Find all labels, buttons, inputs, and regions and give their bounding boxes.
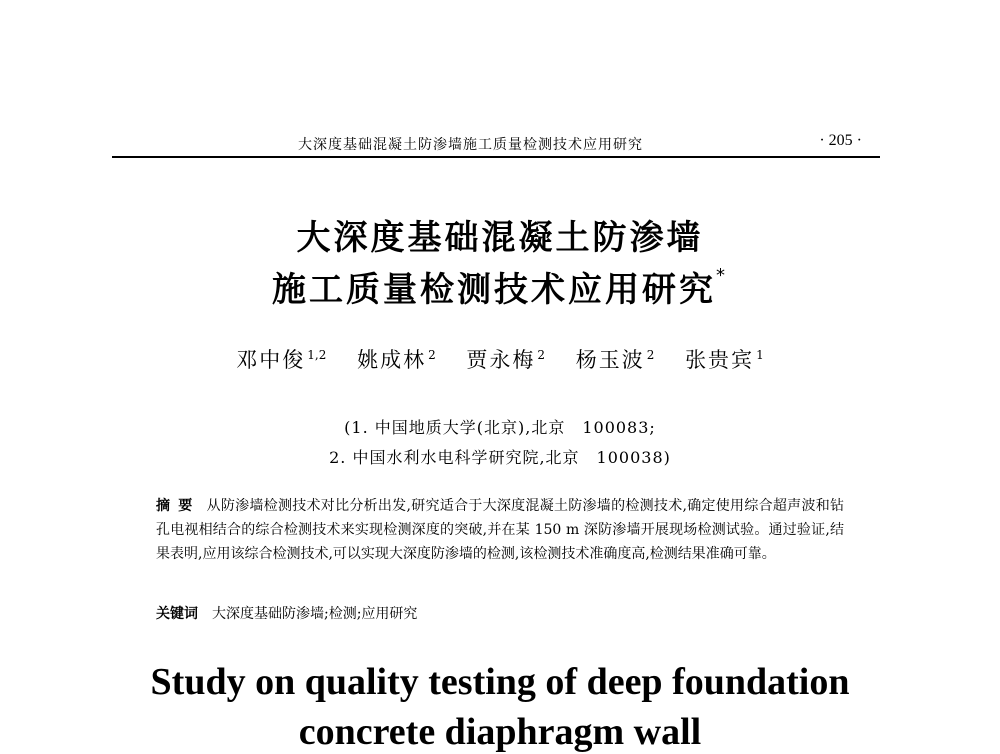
title-cn-line2-text: 施工质量检测技术应用研究 — [272, 270, 716, 310]
author — [685, 344, 764, 374]
keywords — [156, 602, 844, 626]
keywords-label: 关键词 — [156, 606, 198, 622]
author — [576, 344, 655, 374]
running-head-title: 大深度基础混凝土防渗墙施工质量检测技术应用研究 — [298, 137, 643, 153]
abstract-text: 从防渗墙检测技术对比分析出发,研究适合于大深度混凝土防渗墙的检测技术,确定使用综合超声波和钻孔电视相结合的综合检测技术来实现检测深度的突破,并在某 150 m 深防渗墙开展现场检测试验。通过验证,结果表明,应用该综合检测技术,可以实现大深度防渗墙的检测,该检测技术准确度高,检测结果准确可靠。 — [156, 498, 844, 562]
page-number: · 205 · — [819, 132, 862, 149]
author-name: 邓中俊 — [236, 348, 306, 372]
keywords-text: 大深度基础防渗墙;检测;应用研究 — [212, 606, 418, 622]
title-en-line1: Study on quality testing of deep foundation — [150, 661, 850, 703]
author-name: 贾永梅 — [466, 348, 536, 372]
author-name: 姚成林 — [357, 348, 427, 372]
affiliation-line2: 2. 中国水利水电科学研究院,北京 100038) — [329, 448, 671, 467]
author — [466, 344, 545, 374]
title-cn-line2 — [0, 262, 1000, 311]
author — [357, 344, 436, 374]
title-cn-line1-text: 大深度基础混凝土防渗墙 — [296, 218, 704, 258]
author-affiliation-ref: 2 — [646, 348, 655, 362]
title-footnote-marker: * — [716, 264, 728, 286]
author-affiliation-ref: 2 — [537, 348, 546, 362]
title-en-line2: concrete diaphragm wall — [298, 711, 702, 753]
abstract-label: 摘要 — [156, 498, 201, 514]
author-affiliation-ref: 2 — [428, 348, 436, 362]
author-affiliation-ref: 1,2 — [307, 348, 327, 362]
author-name: 张贵宾 — [685, 348, 755, 372]
author-affiliation-ref: 1 — [756, 348, 764, 362]
abstract — [156, 494, 844, 566]
author-list — [0, 344, 1000, 374]
author — [236, 344, 326, 374]
affiliation-line1: (1. 中国地质大学(北京),北京 100083; — [344, 418, 656, 437]
running-head — [112, 128, 880, 158]
author-name: 杨玉波 — [575, 348, 645, 372]
title-cn-line1 — [0, 210, 1000, 259]
